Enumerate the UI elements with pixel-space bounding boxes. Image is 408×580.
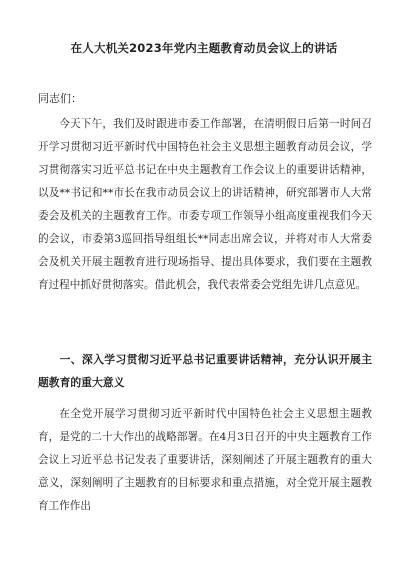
greeting: 同志们： — [38, 92, 82, 105]
section-heading-1: 一、深入学习贯彻习近平总书记重要讲话精神，充分认识开展主题教育的重大意义 — [38, 353, 372, 389]
paragraph-section-1: 在全党开展学习贯彻习近平新时代中国特色社会主义思想主题教育，是党的二十大作出的战略部署。在4月3日召开的中央主题教育工作会议上习近平总书记发表了重要讲话，深刻阐述了开展主题教育的重大意义，深刻阐明了主题教育的目标要求和重点措施，对全党开展主题教育工作作出 — [38, 408, 372, 512]
document-title: 在人大机关2023年党内主题教育动员会议上的讲话 — [70, 41, 338, 55]
paragraph-intro: 今天下午，我们及时跟进市委工作部署，在清明假日后第一时间召开学习贯彻习近平新时代中国特色社会主义思想主题教育动员会议，学习贯彻落实习近平总书记在中央主题教育工作会议上的重要讲话精神，以及**书记和**市长在我市动员会议上的讲话精神，研究部署市人大常委会及机关的主题教育工作。市委专项工作领导小组高度重视我们今天的会议，市委第3巡回指导组组长**同志出席会议，并将对市人大常委会及机关开展主题教育进行现场指导、提出具体要求，我们要在主题教育过程中抓好贯彻落实。借此机会，我代表常委会党组先讲几点意见。 — [38, 118, 372, 291]
